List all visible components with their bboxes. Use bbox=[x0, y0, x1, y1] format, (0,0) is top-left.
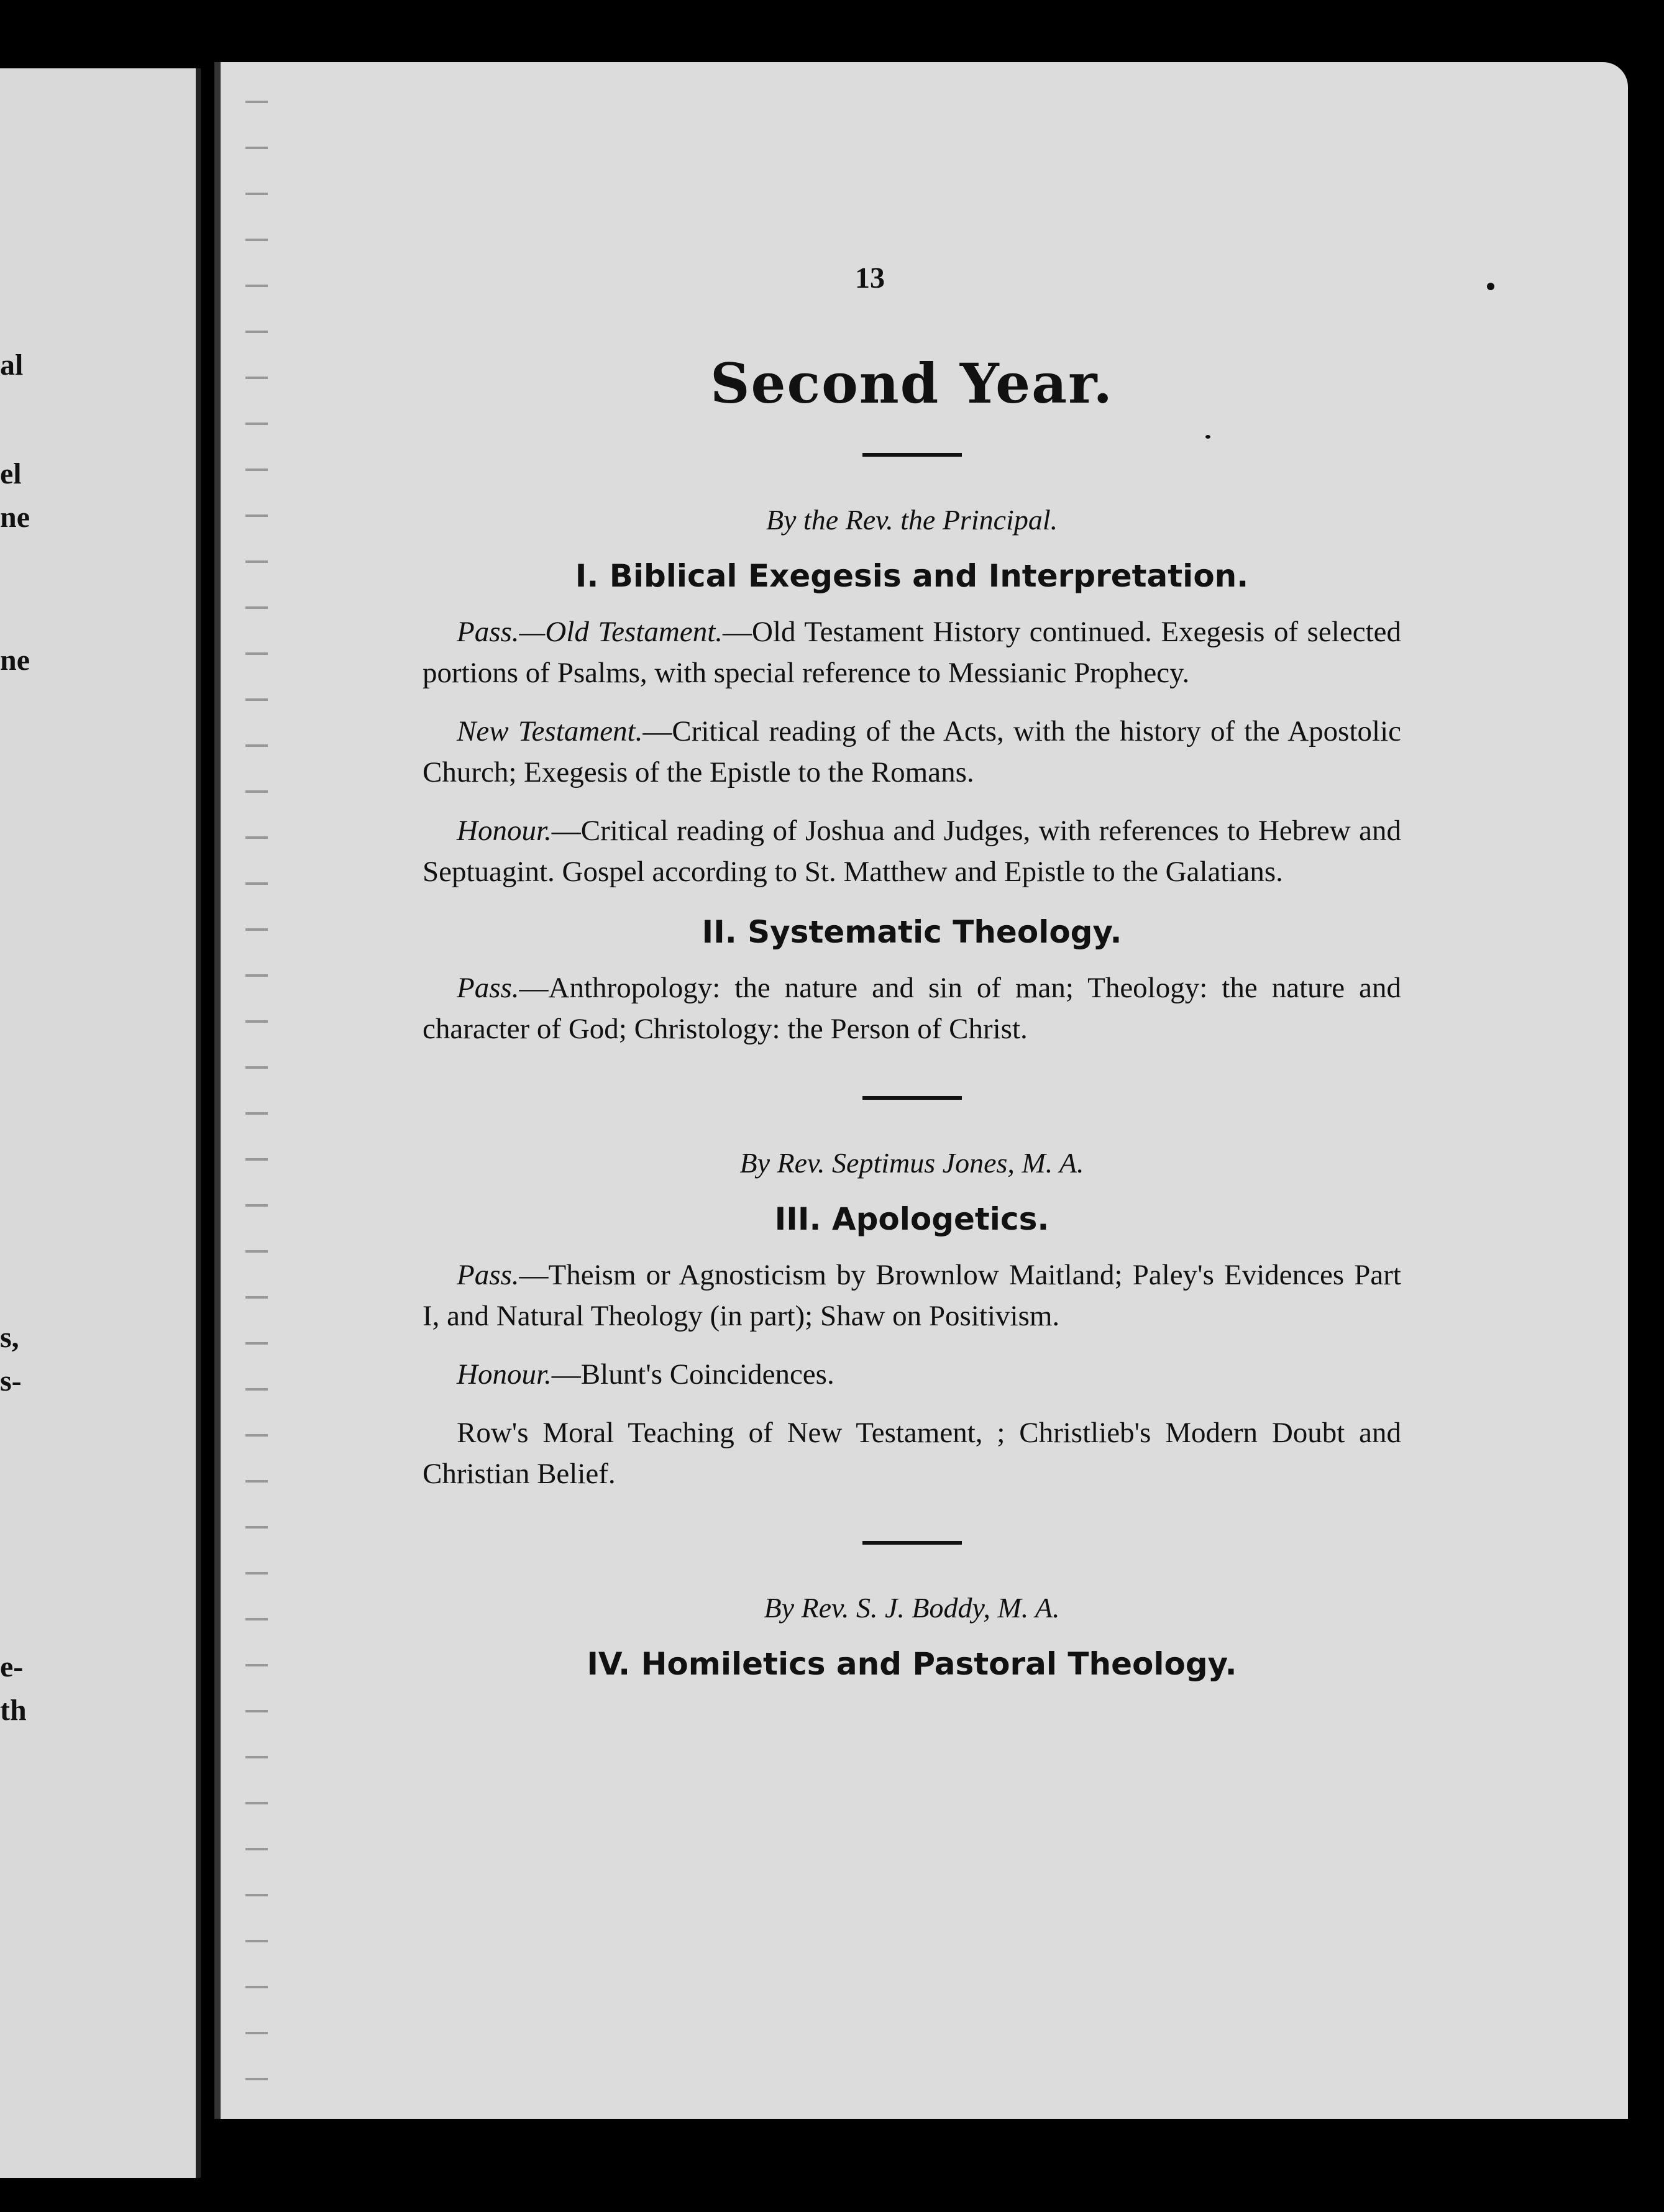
course-paragraph bbox=[423, 711, 1401, 793]
left-page-text: ne bbox=[0, 644, 30, 677]
course-heading: II. Systematic Theology. bbox=[702, 914, 1122, 950]
course-paragraph bbox=[423, 1255, 1401, 1337]
course-paragraph bbox=[423, 810, 1401, 892]
paragraph-label: Honour. bbox=[457, 1358, 552, 1391]
paragraph-text: —Anthropology: the nature and sin of man; Theology: the nature and character of God; Christology: the Person of Christ. bbox=[423, 972, 1401, 1045]
course-heading: IV. Homiletics and Pastoral Theology. bbox=[587, 1646, 1237, 1682]
left-page-text: s- bbox=[0, 1364, 22, 1397]
left-page-text: e- bbox=[0, 1650, 24, 1683]
divider-rule bbox=[862, 1096, 962, 1100]
paragraph-label: Pass.—Old Testament. bbox=[457, 616, 723, 648]
paragraph-label: Pass. bbox=[457, 972, 519, 1004]
byline: By Rev. S. J. Boddy, M. A. bbox=[764, 1592, 1060, 1624]
left-page-text: al bbox=[0, 349, 24, 382]
paragraph-text: —Critical reading of Joshua and Judges, with references to Hebrew and Septuagint. Gospel according to St. Matthew and Epistle to the Galatians. bbox=[423, 815, 1401, 888]
left-page-text: ne bbox=[0, 501, 30, 534]
course-paragraph bbox=[423, 967, 1401, 1049]
paragraph-text: —Theism or Agnosticism by Brownlow Maitland; Paley's Evidences Part I, and Natural Theology (in part); Shaw on Positivism. bbox=[423, 1259, 1401, 1332]
byline: By Rev. Septimus Jones, M. A. bbox=[739, 1147, 1084, 1179]
left-page-text: th bbox=[0, 1694, 27, 1727]
course-paragraph bbox=[423, 611, 1401, 693]
left-page-text: s, bbox=[0, 1321, 19, 1354]
course-paragraph bbox=[423, 1354, 1401, 1395]
divider-rule bbox=[862, 1541, 962, 1545]
paragraph-text: —Critical reading of the Acts, with the history of the Apostolic Church; Exegesis of the Epistle to the Romans. bbox=[423, 715, 1402, 788]
ink-speck bbox=[1487, 283, 1494, 290]
section-title: Second Year. bbox=[710, 351, 1114, 416]
paragraph-label: New Testament. bbox=[457, 715, 643, 747]
paragraph-label: Pass. bbox=[457, 1259, 519, 1291]
page-content bbox=[423, 261, 1401, 1682]
paragraph-text: Row's Moral Teaching of New Testament, ; Christlieb's Modern Doubt and Christian Belief. bbox=[423, 1417, 1401, 1490]
divider-rule bbox=[862, 453, 962, 457]
page-number: 13 bbox=[855, 262, 885, 295]
paragraph-text: —Old Testament History continued. Exegesis of selected portions of Psalms, with special reference to Messianic Prophecy. bbox=[423, 616, 1401, 689]
left-page-fragment bbox=[0, 68, 201, 2178]
course-heading: I. Biblical Exegesis and Interpretation. bbox=[575, 558, 1249, 594]
paragraph-label: Honour. bbox=[457, 815, 552, 847]
course-heading: III. Apologetics. bbox=[774, 1201, 1049, 1237]
binding-stitches bbox=[245, 81, 268, 2100]
left-page-text: el bbox=[0, 457, 22, 490]
paragraph-text: —Blunt's Coincidences. bbox=[551, 1358, 834, 1391]
course-paragraph bbox=[423, 1412, 1401, 1494]
byline: By the Rev. the Principal. bbox=[766, 504, 1058, 536]
